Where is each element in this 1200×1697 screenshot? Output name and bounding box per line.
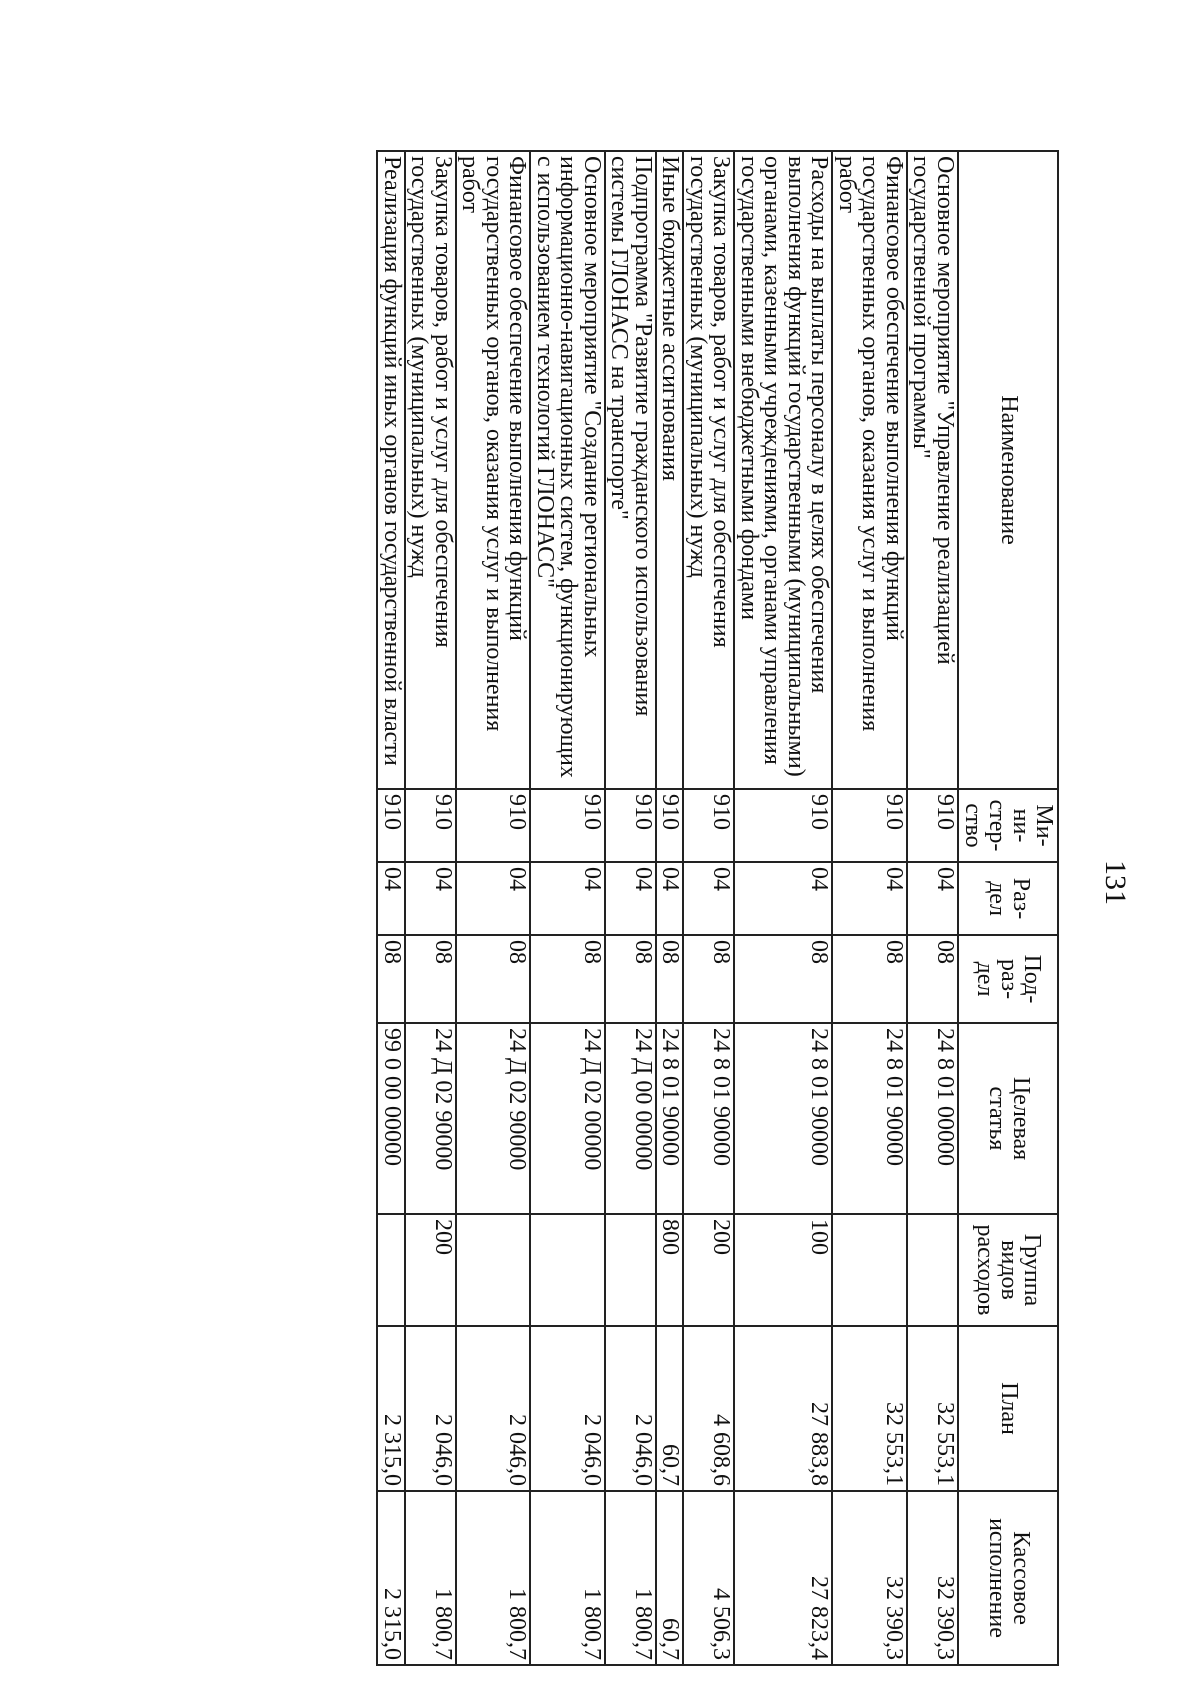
cell-gruppa: 200	[405, 1214, 456, 1326]
table-row	[832, 151, 907, 1665]
cell-ministry: 910	[683, 789, 734, 862]
cell-razdel: 04	[832, 862, 907, 935]
table-row	[605, 151, 656, 1665]
cell-plan: 2 046,0	[405, 1326, 456, 1491]
cell-plan: 27 883,8	[734, 1326, 832, 1491]
cell-ministry: 910	[832, 789, 907, 862]
cell-kassovoe: 1 800,7	[605, 1491, 656, 1665]
cell-gruppa	[605, 1214, 656, 1326]
table-row	[907, 151, 958, 1665]
cell-celevaya: 24 8 01 90000	[656, 1023, 684, 1214]
cell-kassovoe: 27 823,4	[734, 1491, 832, 1665]
cell-razdel: 04	[656, 862, 684, 935]
cell-plan: 32 553,1	[832, 1326, 907, 1491]
header-razdel: Раз- дел	[958, 862, 1058, 935]
cell-celevaya: 24 Д 02 90000	[405, 1023, 456, 1214]
cell-podrazdel: 08	[530, 935, 605, 1023]
cell-gruppa: 100	[734, 1214, 832, 1326]
cell-podrazdel: 08	[907, 935, 958, 1023]
cell-razdel: 04	[530, 862, 605, 935]
cell-ministry: 910	[530, 789, 605, 862]
cell-kassovoe: 2 315,0	[377, 1491, 405, 1665]
cell-kassovoe: 32 390,3	[907, 1491, 958, 1665]
cell-name: Подпрограмма "Развитие гражданского использования системы ГЛОНАСС на транспорте"	[605, 151, 656, 789]
cell-name: Реализация функций иных органов государственной власти	[377, 151, 405, 789]
cell-kassovoe: 60,7	[656, 1491, 684, 1665]
cell-podrazdel: 08	[377, 935, 405, 1023]
cell-razdel: 04	[734, 862, 832, 935]
cell-podrazdel: 08	[456, 935, 531, 1023]
table-row	[683, 151, 734, 1665]
cell-gruppa	[456, 1214, 531, 1326]
cell-kassovoe: 32 390,3	[832, 1491, 907, 1665]
cell-celevaya: 24 8 01 90000	[734, 1023, 832, 1214]
table-row	[456, 151, 531, 1665]
cell-name: Основное мероприятие "Управление реализацией государственной программы"	[907, 151, 958, 789]
cell-kassovoe: 1 800,7	[456, 1491, 531, 1665]
cell-podrazdel: 08	[734, 935, 832, 1023]
cell-kassovoe: 1 800,7	[405, 1491, 456, 1665]
cell-gruppa	[377, 1214, 405, 1326]
cell-razdel: 04	[683, 862, 734, 935]
cell-podrazdel: 08	[832, 935, 907, 1023]
cell-kassovoe: 4 506,3	[683, 1491, 734, 1665]
cell-ministry: 910	[907, 789, 958, 862]
cell-plan: 2 046,0	[530, 1326, 605, 1491]
cell-plan: 32 553,1	[907, 1326, 958, 1491]
header-celevaya-statya: Целевая статья	[958, 1023, 1058, 1214]
cell-podrazdel: 08	[605, 935, 656, 1023]
table-row	[405, 151, 456, 1665]
header-gruppa-vidov-rashodov: Группа видов расходов	[958, 1214, 1058, 1326]
header-ministry: Ми- ни- стер- ство	[958, 789, 1058, 862]
cell-name: Расходы на выплаты персоналу в целях обеспечения выполнения функций государственными (муниципальными) органами, казенными учреждениями, органами управления государственными внебюджетными фондами	[734, 151, 832, 789]
cell-celevaya: 24 Д 02 90000	[456, 1023, 531, 1214]
cell-name: Основное мероприятие "Создание региональных информационно-навигационных систем, функционирующих с использованием технологий ГЛОНАСС"	[530, 151, 605, 789]
page-number: 131	[1099, 860, 1132, 905]
cell-celevaya: 24 8 01 90000	[683, 1023, 734, 1214]
header-name: Наименование	[958, 151, 1058, 789]
cell-plan: 2 315,0	[377, 1326, 405, 1491]
cell-celevaya: 24 Д 02 00000	[530, 1023, 605, 1214]
cell-name: Иные бюджетные ассигнования	[656, 151, 684, 789]
cell-gruppa	[832, 1214, 907, 1326]
cell-plan: 2 046,0	[605, 1326, 656, 1491]
cell-razdel: 04	[605, 862, 656, 935]
cell-name: Закупка товаров, работ и услуг для обеспечения государственных (муниципальных) нужд	[405, 151, 456, 789]
cell-name: Финансовое обеспечение выполнения функций государственных органов, оказания услуг и выполнения работ	[832, 151, 907, 789]
cell-plan: 2 046,0	[456, 1326, 531, 1491]
cell-podrazdel: 08	[683, 935, 734, 1023]
table-header	[958, 151, 1058, 1665]
cell-razdel: 04	[405, 862, 456, 935]
cell-gruppa	[907, 1214, 958, 1326]
table-row	[734, 151, 832, 1665]
cell-name: Финансовое обеспечение выполнения функций государственных органов, оказания услуг и выполнения работ	[456, 151, 531, 789]
header-kassovoe-ispolnenie: Кассовое исполнение	[958, 1491, 1058, 1665]
cell-ministry: 910	[405, 789, 456, 862]
cell-celevaya: 24 8 01 00000	[907, 1023, 958, 1214]
cell-celevaya: 24 8 01 90000	[832, 1023, 907, 1214]
cell-razdel: 04	[907, 862, 958, 935]
cell-ministry: 910	[377, 789, 405, 862]
header-podrazdel: Под- раз- дел	[958, 935, 1058, 1023]
cell-gruppa	[530, 1214, 605, 1326]
cell-razdel: 04	[377, 862, 405, 935]
cell-plan: 60,7	[656, 1326, 684, 1491]
budget-execution-table	[376, 150, 1059, 1666]
cell-ministry: 910	[734, 789, 832, 862]
cell-podrazdel: 08	[405, 935, 456, 1023]
table-row	[530, 151, 605, 1665]
cell-podrazdel: 08	[656, 935, 684, 1023]
table-row	[377, 151, 405, 1665]
cell-celevaya: 24 Д 00 00000	[605, 1023, 656, 1214]
cell-plan: 4 608,6	[683, 1326, 734, 1491]
table-row	[656, 151, 684, 1665]
cell-celevaya: 99 0 00 00000	[377, 1023, 405, 1214]
cell-ministry: 910	[605, 789, 656, 862]
cell-name: Закупка товаров, работ и услуг для обеспечения государственных (муниципальных) нужд	[683, 151, 734, 789]
cell-gruppa: 800	[656, 1214, 684, 1326]
cell-ministry: 910	[456, 789, 531, 862]
header-plan: План	[958, 1326, 1058, 1491]
cell-ministry: 910	[656, 789, 684, 862]
table-body	[377, 151, 958, 1665]
cell-gruppa: 200	[683, 1214, 734, 1326]
cell-razdel: 04	[456, 862, 531, 935]
cell-kassovoe: 1 800,7	[530, 1491, 605, 1665]
